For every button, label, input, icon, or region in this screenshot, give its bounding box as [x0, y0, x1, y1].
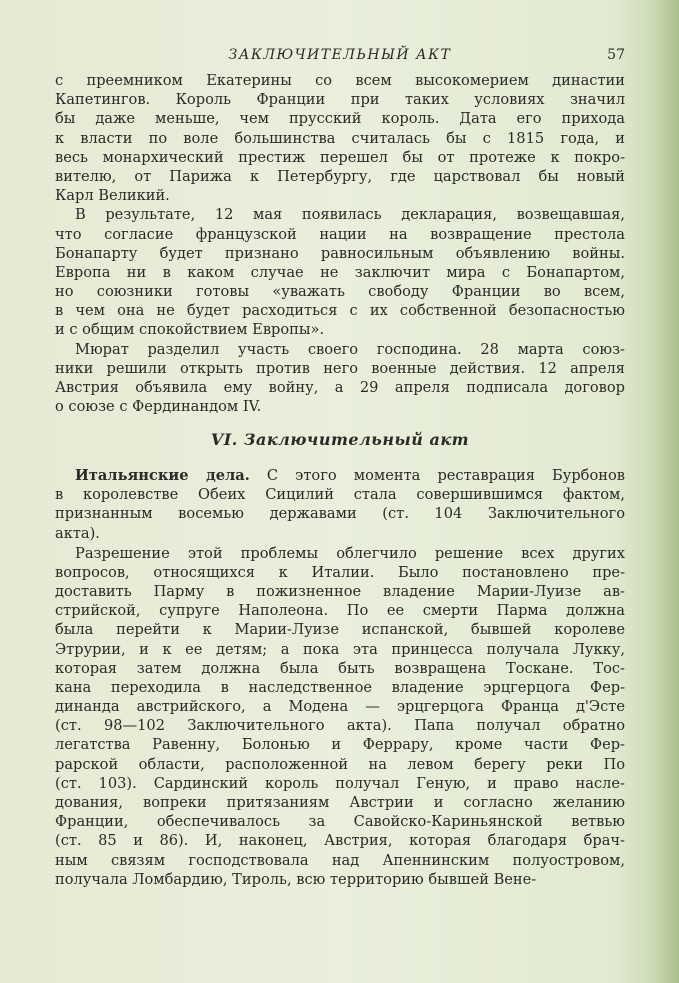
text-line: Франции, обеспечивалось за Савойско-Кариньянской ветвью [55, 813, 625, 831]
text-line: акта). [55, 524, 100, 542]
text-line: Мюрат разделил участь своего господина. 28 марта союз- [75, 340, 625, 358]
text-line: признанным восемью державами (ст. 104 Заключительного [55, 505, 625, 523]
text-line: Европа ни в каком случае не заключит мира с Бонапартом, [55, 263, 625, 281]
text-line: (ст. 98—102 Заключительного акта). Папа получал обратно [55, 717, 625, 735]
text-line: и с общим спокойствием Европы». [55, 321, 325, 339]
text-line: (ст. 85 и 86). И, наконец, Австрия, которая благодаря брач- [55, 832, 625, 850]
section-heading: VI. Заключительный акт [210, 430, 470, 449]
text-line: В результате, 12 мая появилась декларация, возвещавшая, [75, 206, 625, 224]
page-number: 57 [607, 47, 625, 63]
text-line: ники решили открыть против него военные действия. 12 апреля [55, 359, 625, 377]
page-header [55, 47, 625, 67]
text-line: что согласие французской нации на возвращение престола [55, 225, 625, 243]
text-block-italian-affairs [55, 466, 625, 543]
text-line: ным связям господствовала над Апеннинским полуостровом, [55, 851, 625, 869]
text-line: вопросов, относящихся к Италии. Было постановлено пре- [55, 563, 625, 581]
text-block-top [55, 71, 625, 416]
text-line: к власти по воле большинства считалась бы с 1815 года, и [55, 129, 625, 147]
text-line: рарской области, расположенной на левом берегу реки По [55, 755, 625, 773]
text-line: Карл Великий. [55, 187, 170, 205]
running-title: ЗАКЛЮЧИТЕЛЬНЫЙ АКТ [228, 47, 452, 63]
text-line: вителю, от Парижа к Петербургу, где царствовал бы новый [55, 167, 625, 185]
text-line: кана переходила в наследственное владение эрцгерцога Фер- [55, 678, 625, 696]
text-line: которая затем должна была быть возвращена Тоскане. Тос- [55, 659, 625, 677]
paragraph [55, 485, 625, 543]
text-line: Бонапарту будет признано равносильным объявлению войны. [55, 244, 625, 262]
text-line: Разрешение этой проблемы облегчило решение всех других [75, 544, 625, 562]
text-line: доставить Парму в пожизненное владение Марии-Луизе ав- [55, 582, 625, 600]
text-line: (ст. 103). Сардинский король получал Геную, и право насле- [55, 774, 625, 792]
text-line: о союзе с Фердинандом IV. [55, 398, 262, 416]
run-in-heading: Итальянские дела. [75, 467, 250, 484]
text-line: в королевстве Обеих Сицилий стала совершившимся фактом, [55, 486, 625, 504]
text-line: стрийской, супруге Наполеона. По ее смерти Парма должна [55, 602, 625, 620]
text-line: бы даже меньше, чем прусский король. Дата его прихода [55, 110, 625, 128]
paragraph [55, 340, 625, 417]
text-line: с преемником Екатерины со всем высокомерием династии [55, 72, 625, 89]
text-line: в чем она не будет расходиться с их собственной безопасностью [55, 302, 625, 320]
text-line [55, 466, 625, 485]
paragraph [55, 544, 625, 889]
text-line: легатства Равенну, Болонью и Феррару, кроме части Фер- [55, 736, 625, 754]
text-line: получала Ломбардию, Тироль, всю территорию бывшей Вене- [55, 870, 537, 888]
text-line: дования, вопреки притязаниям Австрии и согласно желанию [55, 794, 625, 812]
text-line: динанда австрийского, а Модена — эрцгерцога Франца д'Эсте [55, 698, 625, 716]
text-line: но союзники готовы «уважать свободу Франции во всем, [55, 283, 625, 301]
text-line: Австрия объявила ему войну, а 29 апреля подписала договор [55, 379, 625, 396]
text-line: весь монархический престиж перешел бы от протеже к покро- [55, 148, 625, 166]
text-line: была перейти к Марии-Луизе испанской, бывшей королеве [55, 621, 625, 639]
text-line: Капетингов. Король Франции при таких условиях значил [55, 91, 625, 109]
text-line: Этрурии, и к ее детям; а пока эта принцесса получала Лукку, [55, 640, 625, 658]
paragraph [55, 205, 625, 339]
text-span: С этого момента реставрация Бурбонов [249, 467, 625, 484]
text-block-bottom [55, 544, 625, 889]
paragraph [55, 71, 625, 205]
